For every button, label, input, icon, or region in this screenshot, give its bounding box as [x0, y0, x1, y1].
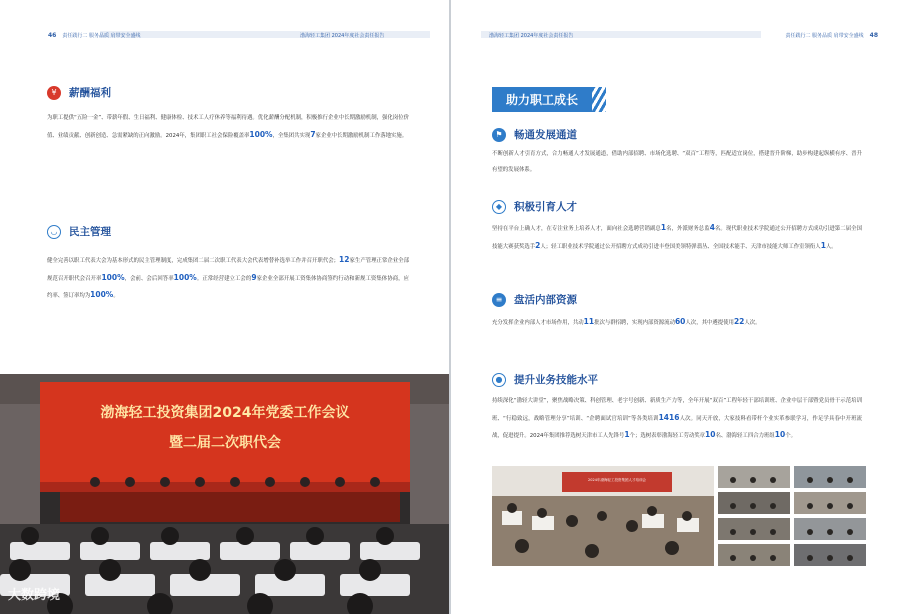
- text: 家企业全部开展工资集体协商签约行动和新规工资集体协商，应约率、签订率均为: [47, 275, 409, 299]
- running-header-text: 责任践行二 服务品质 肩带安全盛线: [62, 32, 141, 39]
- conference-photo: [0, 374, 449, 614]
- highlight-value: 100%: [90, 290, 114, 299]
- highlight-value: 10: [774, 430, 786, 439]
- highlight-value: 11: [583, 317, 595, 326]
- training-screen-text: 2024年渤海轻工投资集团人才培训会: [588, 478, 646, 482]
- highlight-value: 1: [624, 430, 630, 439]
- section-salary: [47, 85, 111, 100]
- text: 家生产管理正常企业全部规范召开职代会召开率: [47, 258, 409, 282]
- highlight-value: 4: [709, 223, 715, 232]
- text: 。正常经营建立工会的: [196, 275, 252, 282]
- conference-banner-line2: 暨二届二次职代会: [169, 435, 281, 451]
- text: 人；轻工职业技术学院通过公开招聘方式成功引进丰登国美领特弹翡丛、全国技术能手、天津市技能大师工作室领衔人: [540, 243, 821, 250]
- page-number-right: 48: [869, 31, 878, 39]
- skills-paragraph: [492, 394, 862, 445]
- section-title: 民主管理: [69, 226, 111, 238]
- text: 坚持在平台上确人才，在专注业务上培养人才，面向社会选聘营销副总: [492, 226, 661, 232]
- section-title: 盘活内部资源: [514, 294, 577, 306]
- highlight-value: 7: [310, 129, 316, 139]
- layers-icon: ≡: [492, 293, 506, 307]
- section-resources: [492, 292, 577, 307]
- salary-paragraph: [47, 111, 409, 144]
- banner-text: 助力职工成长: [506, 93, 579, 107]
- banner-title: [492, 87, 592, 112]
- democratic-paragraph: [47, 252, 409, 305]
- section-skills: [492, 372, 598, 387]
- highlight-value: 9: [251, 272, 257, 282]
- text: 充分发挥企业内部人才市场作用，共动: [492, 320, 584, 326]
- running-header-left: [48, 30, 141, 40]
- graduation-cap-icon: ◆: [492, 200, 506, 214]
- highlight-value: 1416: [658, 412, 680, 422]
- text: 名。现代职业技术学院通过公开招聘方式成功引进第二届全国技能大赛获奖选手: [492, 226, 862, 250]
- text: ，会前、会后回答率: [124, 275, 174, 282]
- training-photo-grid: [718, 466, 866, 566]
- text: 个。: [785, 433, 797, 439]
- left-page: [0, 0, 449, 614]
- text: 家企业中长期激励机制工作落地实施。: [315, 132, 408, 139]
- highlight-value: 100%: [173, 272, 197, 282]
- text: 人次。: [744, 320, 761, 326]
- text: 持续深化“渤轻大讲堂”，聚焦战略决策、科创管理、老字号创新、新质生产力等，全年开展“双百”工程年轻干部培训班、企业中层干部暨党员骨干示范培训班、“行稳致远，战略管理分享”培训、“企聘面试官培训”等各类培训: [492, 398, 862, 422]
- development-paragraph: [492, 147, 862, 178]
- text: 人次。同天开放，大家技料看带杆个业实革参联学习，作足学具春中开班流战，促进提升。2024年集团推荐选树天津市工人先锋号: [492, 415, 862, 439]
- highlight-value: 10: [705, 430, 716, 439]
- text: 批次与群招聘，实现内部资源流动: [594, 320, 675, 326]
- section-title: 提升业务技能水平: [514, 374, 598, 386]
- highlight-value: 2: [535, 240, 541, 250]
- section-democratic: [47, 224, 111, 239]
- section-title: 薪酬福利: [69, 87, 111, 99]
- highlight-value: 1: [660, 223, 667, 232]
- section-title: 积极引育人才: [514, 201, 577, 213]
- conference-banner-line1: 渤海轻工投资集团2024年党委工作会议: [100, 405, 350, 421]
- running-header-right: [785, 30, 878, 40]
- banner: [492, 87, 592, 112]
- section-title: 畅通发展通道: [514, 129, 577, 141]
- center-header-left: [300, 30, 384, 40]
- section-talent: [492, 199, 577, 214]
- text: 名，外派财务总监: [666, 226, 710, 232]
- user-icon: ●: [492, 373, 506, 387]
- banner-stripes: [592, 87, 606, 112]
- training-photo-main: [492, 466, 714, 566]
- talent-paragraph: [492, 220, 862, 255]
- resources-paragraph: [492, 314, 862, 332]
- highlight-value: 12: [339, 255, 350, 264]
- money-bag-icon: ¥: [47, 86, 61, 100]
- running-header-text: 责任践行二 服务品质 肩带安全盛线: [785, 32, 864, 39]
- report-title: 渤海轻工集团 2024年度社会责任报告: [300, 32, 385, 39]
- section-development: [492, 127, 577, 142]
- text: 名、渤海轻工四合力班组: [715, 433, 775, 439]
- text: 。: [113, 293, 119, 299]
- text: 为职工提供“五险一金”、带薪年假、生日福利、健康体检、技术工人疗休养等福利待遇。优化薪酬分配机制，积极推行企业中长期激励机制，强化岗位价值、业绩贡献、创新创造、急需紧缺的正向激励。2024年，集团职工社会保险覆盖率: [47, 115, 409, 139]
- highlight-value: 22: [733, 317, 745, 326]
- report-title: 渤海轻工集团 2024年度社会责任报告: [489, 32, 574, 39]
- text: 人。: [825, 243, 837, 250]
- center-header-right: [489, 30, 573, 40]
- highlight-value: 60: [674, 317, 686, 326]
- person-icon: ◡: [47, 225, 61, 239]
- photo-grid: [718, 466, 866, 566]
- watermark: 大数跨境: [8, 588, 61, 603]
- text: 健全完善以职工代表大会为基本形式的民主管理制度，完成集团二届二次职工代表大会代表增替补选举工作并召开职代会；: [47, 258, 340, 264]
- text: 个；选树表彰渤海轻工劳动奖章: [629, 433, 706, 439]
- highlight-value: 1: [820, 240, 826, 250]
- highlight-value: 100%: [249, 129, 273, 139]
- flag-icon: ⚑: [492, 128, 506, 142]
- text: ，全集团共实现: [272, 132, 311, 139]
- page-number-left: 46: [48, 31, 57, 39]
- highlight-value: 100%: [101, 272, 125, 282]
- text: 人次，其中遴提使用: [685, 320, 734, 326]
- text: 不断创新人才引育方式，合力畅通人才发展通道，借助内部招聘、市场化选聘、“双百”工程等，匹配适宜岗位，搭建晋升阶梯，助步构建起纵横有序、晋升有望的发展体系。: [492, 151, 862, 173]
- banner-text-block: [40, 382, 410, 452]
